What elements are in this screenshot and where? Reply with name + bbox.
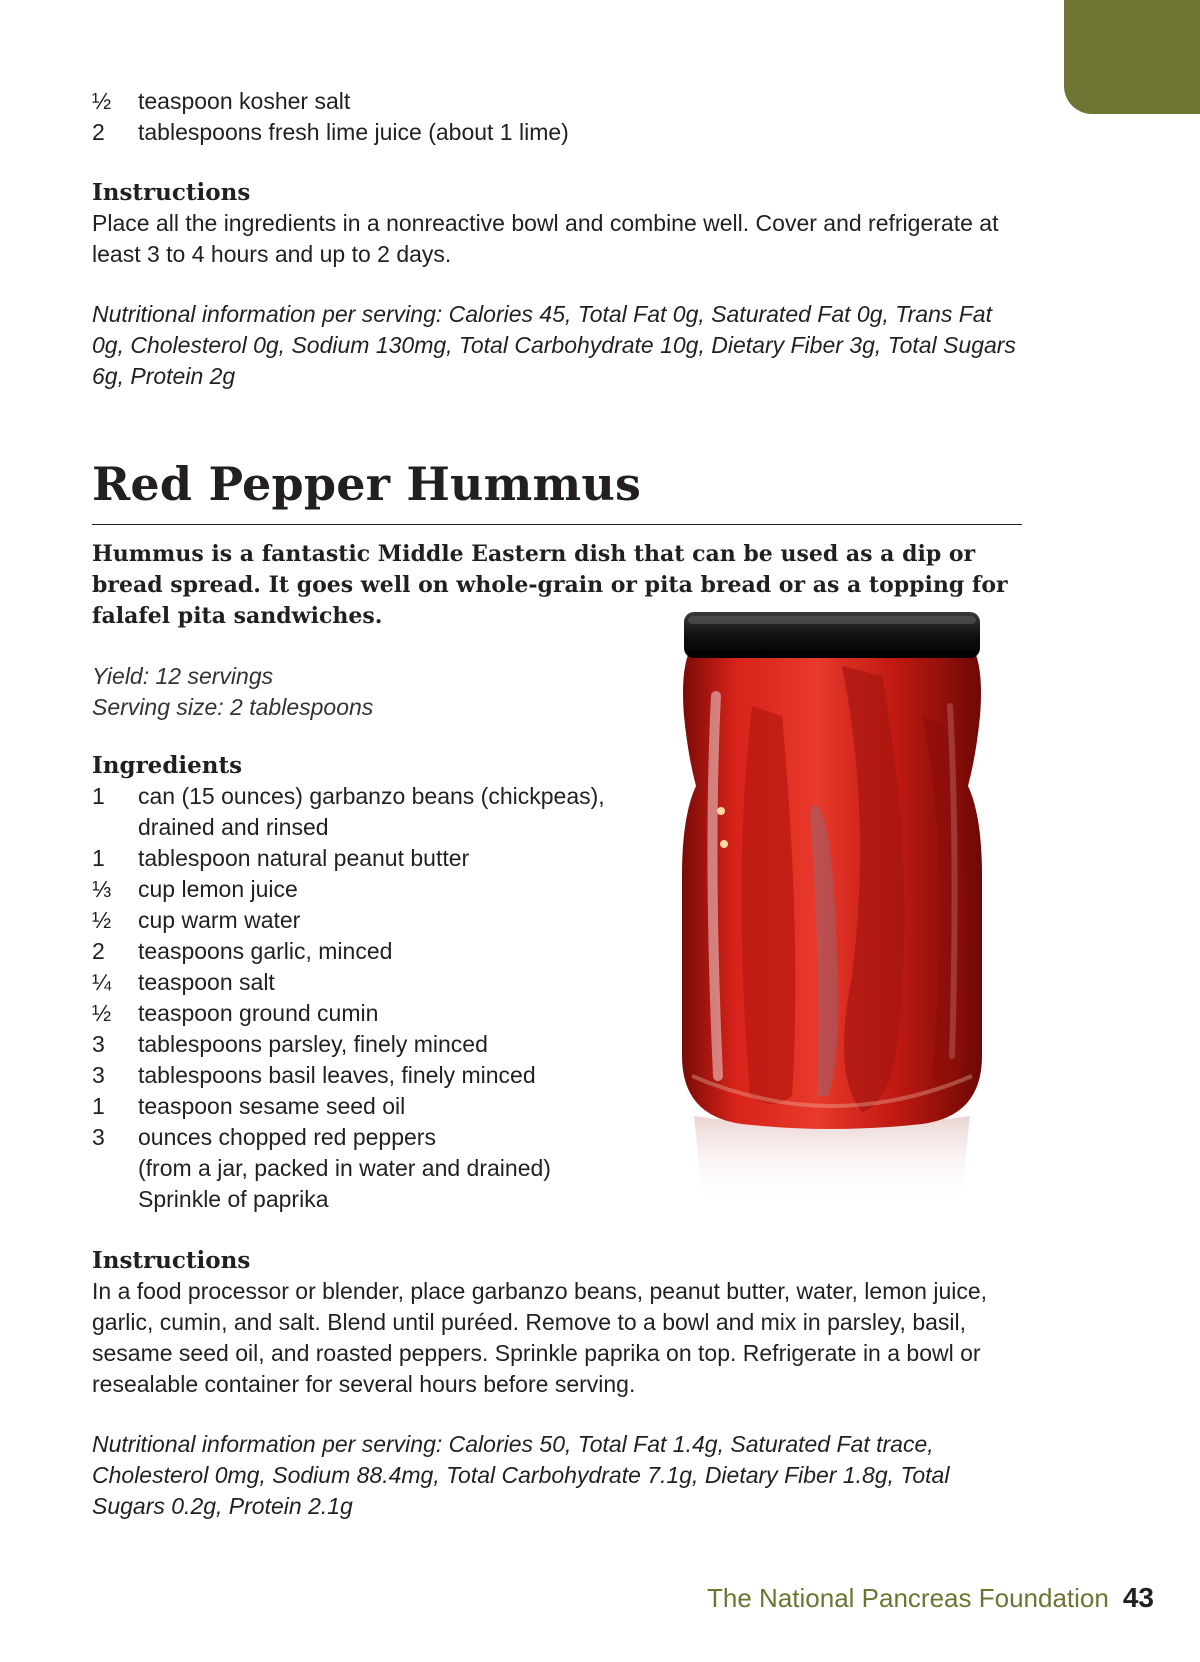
yield: Yield: 12 servings bbox=[92, 663, 274, 689]
list-item bbox=[92, 117, 1022, 148]
list-item bbox=[92, 86, 1022, 117]
page-number: 43 bbox=[1122, 1582, 1154, 1613]
page-footer bbox=[707, 1582, 1154, 1614]
ingredient-qty: ¼ bbox=[92, 969, 112, 995]
ingredient-qty: ½ bbox=[92, 1000, 112, 1026]
ingredient-qty: ½ bbox=[92, 907, 112, 933]
ingredient-qty: 1 bbox=[92, 783, 105, 809]
ingredient-qty: 3 bbox=[92, 1062, 105, 1088]
ingredient-qty bbox=[92, 812, 138, 843]
ingredient-qty: 3 bbox=[92, 1124, 105, 1150]
ingredient-text: teaspoon kosher salt bbox=[138, 88, 351, 114]
recipe-intro: Hummus is a fantastic Middle Eastern dish that can be used as a dip or bread spread. It goes well on whole-grain or pita bread or as a topping for falafel pita sandwiches. bbox=[92, 541, 1008, 629]
ingredients-heading: Ingredients bbox=[92, 752, 243, 779]
ingredient-qty: 1 bbox=[92, 845, 105, 871]
ingredient-text: ounces chopped red peppers bbox=[138, 1124, 436, 1150]
ingredient-text: tablespoons basil leaves, finely minced bbox=[138, 1062, 536, 1088]
ingredient-text: teaspoons garlic, minced bbox=[138, 938, 393, 964]
ingredient-text: teaspoon sesame seed oil bbox=[138, 1093, 406, 1119]
pepper-jar-photo bbox=[632, 556, 1032, 1216]
ingredient-text: teaspoon salt bbox=[138, 969, 275, 995]
ingredient-qty bbox=[92, 1153, 138, 1184]
ingredient-text: drained and rinsed bbox=[138, 814, 329, 840]
ingredient-qty: 3 bbox=[92, 1031, 105, 1057]
nutrition-info: Nutritional information per serving: Calories 45, Total Fat 0g, Saturated Fat 0g, Trans Fat 0g, Cholesterol 0g, Sodium 130mg, Total Carbohydrate 10g, Dietary Fiber 3g, Total Sugars 6g, Protein 2g bbox=[92, 301, 1016, 389]
ingredient-text: teaspoon ground cumin bbox=[138, 1000, 379, 1026]
corner-tab bbox=[1064, 0, 1200, 114]
ingredient-text: tablespoon natural peanut butter bbox=[138, 845, 470, 871]
ingredient-text: tablespoons fresh lime juice (about 1 lime) bbox=[138, 119, 569, 145]
ingredient-text: cup warm water bbox=[138, 907, 301, 933]
nutrition-info: Nutritional information per serving: Calories 50, Total Fat 1.4g, Saturated Fat trace, Cholesterol 0mg, Sodium 88.4mg, Total Carbohydrate 7.1g, Dietary Fiber 1.8g, Total Sugars 0.2g, Protein 2.1g bbox=[92, 1431, 950, 1519]
ingredient-qty: ½ bbox=[92, 88, 112, 114]
ingredient-text: (from a jar, packed in water and drained) bbox=[138, 1155, 551, 1181]
instructions-text: In a food processor or blender, place garbanzo beans, peanut butter, water, lemon juice, garlic, cumin, and salt. Blend until puréed. Remove to a bowl and mix in parsley, basil, sesame seed oil, and roasted peppers. Sprinkle paprika on top. Refrigerate in a bowl or resealable container for several hours before serving. bbox=[92, 1278, 988, 1397]
ingredient-qty: 1 bbox=[92, 1093, 105, 1119]
footer-organization: The National Pancreas Foundation bbox=[707, 1583, 1109, 1613]
ingredient-text: can (15 ounces) garbanzo beans (chickpeas), bbox=[138, 783, 605, 809]
instructions-heading: Instructions bbox=[92, 179, 251, 206]
recipe-title: Red Pepper Hummus bbox=[92, 454, 1022, 525]
top-ingredient-list bbox=[92, 86, 1022, 148]
ingredient-text: Sprinkle of paprika bbox=[138, 1186, 329, 1212]
ingredient-qty: 2 bbox=[92, 938, 105, 964]
serving-size: Serving size: 2 tablespoons bbox=[92, 694, 374, 720]
ingredient-qty: ⅓ bbox=[92, 876, 112, 902]
ingredient-qty bbox=[92, 1184, 138, 1215]
ingredient-text: cup lemon juice bbox=[138, 876, 298, 902]
ingredient-qty: 2 bbox=[92, 119, 105, 145]
instructions-heading: Instructions bbox=[92, 1247, 251, 1274]
instructions-text: Place all the ingredients in a nonreactive bowl and combine well. Cover and refrigerate at least 3 to 4 hours and up to 2 days. bbox=[92, 210, 999, 267]
ingredient-text: tablespoons parsley, finely minced bbox=[138, 1031, 488, 1057]
